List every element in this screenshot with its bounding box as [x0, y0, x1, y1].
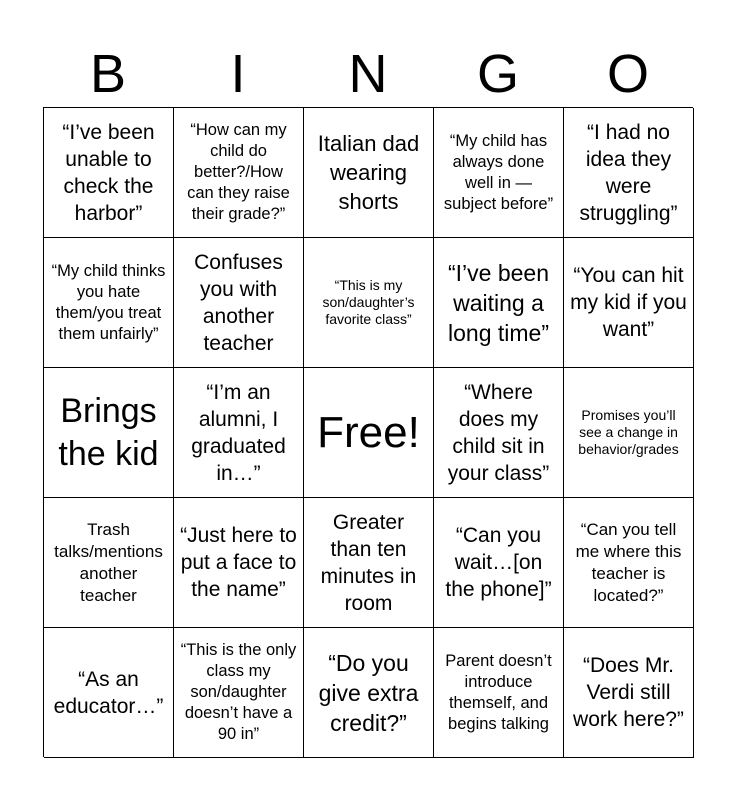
bingo-cell[interactable] [304, 238, 434, 368]
cell-text: “My child thinks you hate them/you treat them unfairly” [51, 261, 166, 343]
bingo-cell[interactable] [434, 368, 564, 498]
cell-text: Italian dad wearing shorts [317, 131, 420, 214]
bingo-cell[interactable] [564, 498, 694, 628]
header-letter-b: B [89, 44, 127, 104]
bingo-cell[interactable] [44, 628, 174, 758]
bingo-cell[interactable] [44, 498, 174, 628]
bingo-header [43, 42, 693, 106]
bingo-cell[interactable] [174, 238, 304, 368]
cell-text: “Can you tell me where this teacher is located?” [575, 519, 682, 605]
bingo-grid [43, 107, 693, 757]
cell-text: “Can you wait…[on the phone]” [445, 524, 552, 601]
cell-text: “You can hit my kid if you want” [570, 264, 687, 341]
header-letter-o: O [606, 44, 649, 104]
cell-text: “I’ve been waiting a long time” [447, 259, 549, 346]
cell-text: “This is my son/daughter’s favorite class” [322, 277, 415, 327]
cell-text: “This is the only class my son/daughter doesn’t have a 90 in” [180, 641, 297, 743]
free-space-cell[interactable] [304, 368, 434, 498]
bingo-cell[interactable] [564, 368, 694, 498]
cell-text: “How can my child do better?/How can they raise their grade?” [187, 121, 290, 223]
cell-text: “As an educator…” [53, 667, 164, 718]
cell-text: “Just here to put a face to the name” [180, 524, 297, 601]
bingo-cell[interactable] [174, 498, 304, 628]
bingo-cell[interactable] [44, 368, 174, 498]
cell-text: Greater than ten minutes in room [320, 510, 417, 615]
bingo-cell[interactable] [304, 628, 434, 758]
header-letter-i: I [230, 44, 246, 104]
bingo-cell[interactable] [564, 238, 694, 368]
cell-text: Confuses you with another teacher [194, 250, 283, 355]
cell-text: Brings the kid [58, 391, 159, 473]
bingo-cell[interactable] [44, 108, 174, 238]
bingo-cell[interactable] [304, 108, 434, 238]
cell-text: “Where does my child sit in your class” [447, 380, 550, 485]
bingo-cell[interactable] [434, 238, 564, 368]
cell-text: “Do you give extra credit?” [318, 649, 419, 736]
cell-text: “Does Mr. Verdi still work here?” [573, 654, 684, 731]
bingo-cell[interactable] [44, 238, 174, 368]
bingo-cell[interactable] [434, 108, 564, 238]
header-letter-n: N [348, 44, 388, 104]
bingo-cell[interactable] [174, 108, 304, 238]
cell-text: “My child has always done well in — subject before” [443, 131, 554, 213]
bingo-cell[interactable] [564, 108, 694, 238]
cell-text: Parent doesn’t introduce themself, and begins talking [445, 651, 552, 733]
bingo-cell[interactable] [174, 368, 304, 498]
bingo-cell[interactable] [564, 628, 694, 758]
header-letter-g: G [476, 44, 519, 104]
bingo-cell[interactable] [304, 498, 434, 628]
cell-text: Promises you’ll see a change in behavior/grades [578, 407, 679, 457]
cell-text: Trash talks/mentions another teacher [54, 519, 163, 605]
cell-text: “I had no idea they were struggling” [579, 120, 678, 225]
bingo-cell[interactable] [434, 628, 564, 758]
free-space-text: Free! [317, 407, 420, 457]
cell-text: “I’m an alumni, I graduated in…” [191, 380, 286, 485]
bingo-cell[interactable] [434, 498, 564, 628]
cell-text: “I’ve been unable to check the harbor” [62, 120, 155, 225]
bingo-cell[interactable] [174, 628, 304, 758]
